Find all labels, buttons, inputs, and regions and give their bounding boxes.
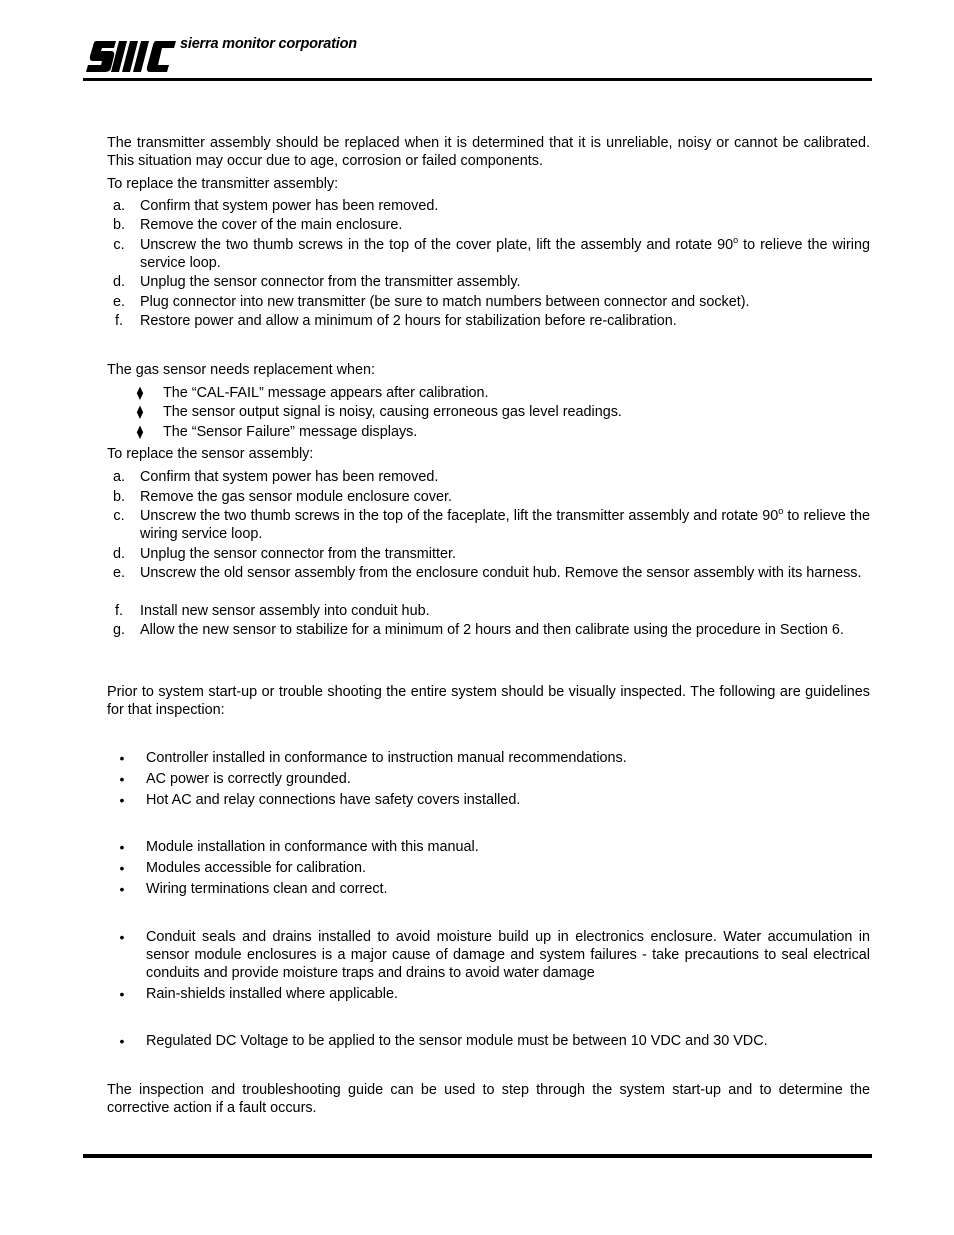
- list-item: [107, 507, 870, 543]
- bullet-icon: •: [119, 860, 125, 876]
- list-marker: g.: [112, 622, 125, 638]
- list-item-text: Install new sensor assembly into conduit hub.: [140, 603, 430, 619]
- sensor-intro: The gas sensor needs replacement when:: [107, 362, 375, 378]
- list-marker: c.: [113, 237, 125, 253]
- bullet-icon: •: [119, 750, 125, 766]
- transmitter-intro: The transmitter assembly should be replaced when it is determined that it is unreliable, noisy or cannot be calibrated. This situation may occur due to age, corrosion or failed components.: [107, 135, 870, 169]
- list-item-text: Unplug the sensor connector from the transmitter assembly.: [140, 274, 521, 290]
- list-item: [107, 985, 870, 1003]
- list-marker: d.: [112, 546, 125, 562]
- degree-superscript: o: [733, 235, 739, 246]
- list-marker: f.: [115, 313, 123, 329]
- list-item-text: Wiring terminations clean and correct.: [146, 881, 388, 897]
- list-item-text: Confirm that system power has been removed.: [140, 469, 439, 485]
- list-item: [107, 880, 870, 898]
- list-item: [107, 564, 870, 582]
- list-item: [107, 1032, 870, 1050]
- bullet-icon: •: [119, 881, 125, 897]
- company-name: sierra monitor corporation: [180, 36, 357, 52]
- list-item: [107, 293, 870, 311]
- list-item-text: Remove the cover of the main enclosure.: [140, 217, 403, 233]
- bullet-icon: •: [119, 839, 125, 855]
- degree-superscript: o: [778, 506, 784, 517]
- footer-rule: [83, 1154, 872, 1158]
- list-item-text: Modules accessible for calibration.: [146, 860, 366, 876]
- list-item-text: Rain-shields installed where applicable.: [146, 986, 398, 1002]
- list-marker: b.: [112, 217, 125, 233]
- bullet-icon: •: [119, 1033, 125, 1049]
- list-item: [107, 488, 870, 506]
- list-item: [107, 216, 870, 234]
- list-item-text: [140, 236, 870, 272]
- list-item: [107, 770, 870, 788]
- list-item: [107, 384, 870, 402]
- list-item-text: The “CAL-FAIL” message appears after calibration.: [163, 385, 489, 401]
- list-item: [107, 273, 870, 291]
- list-item-text: The sensor output signal is noisy, causing erroneous gas level readings.: [163, 404, 622, 420]
- list-marker: b.: [112, 489, 125, 505]
- list-item: [107, 602, 870, 620]
- list-item: [107, 928, 870, 982]
- list-item: [107, 859, 870, 877]
- list-item-text: [140, 507, 870, 543]
- list-item-text: Conduit seals and drains installed to avoid moisture build up in electronics enclosure. Water accumulation in sensor module enclosures is a major cause of damage and system failures - take precautions to seal electrical conduits and provide moisture traps and drains to avoid water damage: [146, 929, 870, 981]
- bullet-icon: •: [119, 771, 125, 787]
- text-part: to relieve the wiring service loop.: [140, 508, 870, 542]
- transmitter-lead: To replace the transmitter assembly:: [107, 176, 339, 192]
- bullet-icon: •: [119, 929, 125, 945]
- list-item-text: Module installation in conformance with this manual.: [146, 839, 479, 855]
- inspection-intro: Prior to system start-up or trouble shooting the entire system should be visually inspected. The following are guidelines for that inspection:: [107, 684, 870, 718]
- list-marker: e.: [112, 565, 125, 581]
- smc-logo-mark: [86, 38, 178, 74]
- list-item: [107, 312, 870, 330]
- list-item: [107, 236, 870, 272]
- list-item-text: AC power is correctly grounded.: [146, 771, 351, 787]
- text-part: to relieve the wiring service loop.: [140, 237, 870, 271]
- list-item-text: Allow the new sensor to stabilize for a minimum of 2 hours and then calibrate using the procedure in Section 6.: [140, 622, 844, 638]
- list-item: [107, 403, 870, 421]
- text-part: Unscrew the two thumb screws in the top of the faceplate, lift the transmitter assembly and rotate 90: [140, 508, 779, 524]
- list-item-text: Controller installed in conformance to instruction manual recommendations.: [146, 750, 627, 766]
- list-item-text: The “Sensor Failure” message displays.: [163, 424, 418, 440]
- bullet-icon: •: [119, 986, 125, 1002]
- list-item: [107, 468, 870, 486]
- list-marker: e.: [112, 294, 125, 310]
- diamond-bullet-icon: ⧫: [136, 424, 144, 439]
- list-item: [107, 621, 870, 639]
- inspection-closing: The inspection and troubleshooting guide can be used to step through the system start-up and to determine the corrective action if a fault occurs.: [107, 1082, 870, 1116]
- list-item-text: Restore power and allow a minimum of 2 hours for stabilization before re-calibration.: [140, 313, 677, 329]
- list-item-text: Remove the gas sensor module enclosure cover.: [140, 489, 452, 505]
- smc-logo: [86, 38, 178, 76]
- list-marker: a.: [112, 469, 125, 485]
- list-item-text: Confirm that system power has been removed.: [140, 198, 439, 214]
- list-item: [107, 791, 870, 809]
- list-marker: f.: [115, 603, 123, 619]
- list-item-text: Plug connector into new transmitter (be sure to match numbers between connector and socket).: [140, 294, 750, 310]
- list-item-text: Hot AC and relay connections have safety covers installed.: [146, 792, 521, 808]
- list-marker: c.: [113, 508, 125, 524]
- header-rule: [83, 78, 872, 81]
- sensor-lead: To replace the sensor assembly:: [107, 446, 314, 462]
- list-item-text: Regulated DC Voltage to be applied to the sensor module must be between 10 VDC and 30 VDC.: [146, 1033, 768, 1049]
- list-item: [107, 423, 870, 441]
- bullet-icon: •: [119, 792, 125, 808]
- list-marker: a.: [112, 198, 125, 214]
- list-item: [107, 838, 870, 856]
- list-item: [107, 197, 870, 215]
- text-part: Unscrew the two thumb screws in the top of the cover plate, lift the assembly and rotate 90: [140, 237, 734, 253]
- list-item-text: Unplug the sensor connector from the transmitter.: [140, 546, 456, 562]
- list-item: [107, 749, 870, 767]
- diamond-bullet-icon: ⧫: [136, 404, 144, 419]
- list-item-text: Unscrew the old sensor assembly from the enclosure conduit hub. Remove the sensor assembly with its harness.: [140, 565, 862, 581]
- list-item: [107, 545, 870, 563]
- diamond-bullet-icon: ⧫: [136, 385, 144, 400]
- list-marker: d.: [112, 274, 125, 290]
